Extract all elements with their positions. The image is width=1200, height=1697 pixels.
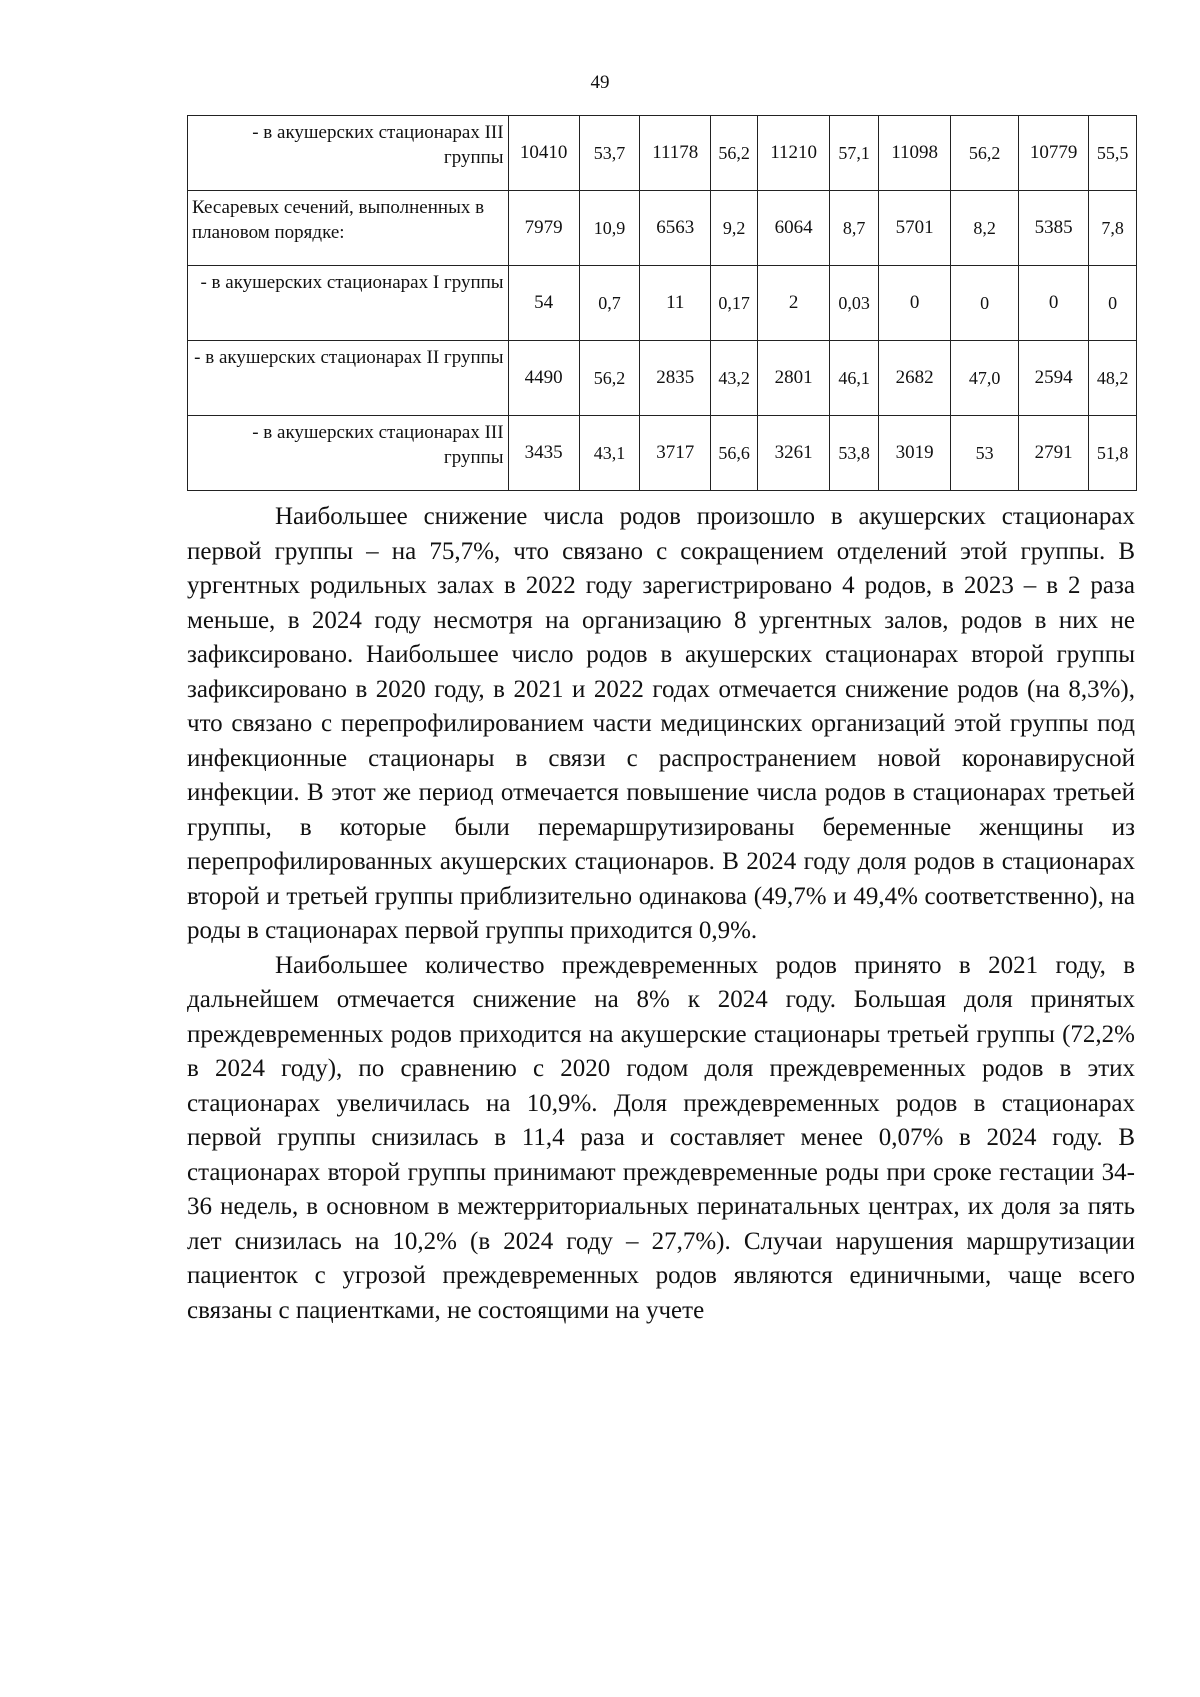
count-cell: 0 <box>1019 266 1089 341</box>
percent-cell: 47,0 <box>951 341 1019 416</box>
table-row <box>188 116 1137 191</box>
percent-cell: 56,2 <box>711 116 758 191</box>
count-cell: 3019 <box>879 416 951 491</box>
count-cell: 11210 <box>758 116 830 191</box>
count-cell: 5385 <box>1019 191 1089 266</box>
percent-cell: 53,7 <box>579 116 640 191</box>
count-cell: 3717 <box>640 416 711 491</box>
percent-cell: 0,7 <box>579 266 640 341</box>
percent-cell: 48,2 <box>1089 341 1137 416</box>
percent-cell: 9,2 <box>711 191 758 266</box>
paragraph-2: Наибольшее количество преждевременных родов принято в 2021 году, в дальнейшем отмечается снижение на 8% к 2024 году. Большая доля принятых преждевременных родов приходится на акушерские стационары третьей группы (72,2% в 2024 году), по сравнению с 2020 годом доля преждевременных родов в этих стационарах увеличилась на 10,9%. Доля преждевременных родов в стационарах первой группы снизилась в 11,4 раза и составляет менее 0,07% в 2024 году. В стационарах второй группы принимают преждевременные роды при сроке гестации 34-36 недель, в основном в межтерриториальных перинатальных центрах, их доля за пять лет снизилась на 10,2% (в 2024 году – 27,7%). Случаи нарушения маршрутизации пациенток с угрозой преждевременных родов являются единичными, чаще всего связаны с пациентками, не состоящими на учете <box>187 951 1135 1324</box>
percent-cell: 56,2 <box>579 341 640 416</box>
percent-cell: 8,7 <box>830 191 879 266</box>
percent-cell: 10,9 <box>579 191 640 266</box>
count-cell: 2594 <box>1019 341 1089 416</box>
row-label: Кесаревых сечений, выполненных в плановом порядке: <box>188 191 509 266</box>
count-cell: 7979 <box>508 191 579 266</box>
row-label: - в акушерских стационарах II группы <box>188 341 509 416</box>
table-row <box>188 191 1137 266</box>
count-cell: 5701 <box>879 191 951 266</box>
count-cell: 3261 <box>758 416 830 491</box>
table-body <box>188 116 1137 491</box>
table-row <box>188 341 1137 416</box>
percent-cell: 57,1 <box>830 116 879 191</box>
percent-cell: 43,1 <box>579 416 640 491</box>
count-cell: 11 <box>640 266 711 341</box>
count-cell: 2835 <box>640 341 711 416</box>
percent-cell: 0 <box>951 266 1019 341</box>
percent-cell: 56,2 <box>951 116 1019 191</box>
statistics-table <box>187 115 1137 491</box>
count-cell: 4490 <box>508 341 579 416</box>
count-cell: 3435 <box>508 416 579 491</box>
percent-cell: 8,2 <box>951 191 1019 266</box>
count-cell: 11178 <box>640 116 711 191</box>
percent-cell: 53 <box>951 416 1019 491</box>
count-cell: 54 <box>508 266 579 341</box>
row-label: - в акушерских стационарах III группы <box>188 116 509 191</box>
count-cell: 6064 <box>758 191 830 266</box>
percent-cell: 7,8 <box>1089 191 1137 266</box>
count-cell: 2801 <box>758 341 830 416</box>
count-cell: 2 <box>758 266 830 341</box>
percent-cell: 51,8 <box>1089 416 1137 491</box>
count-cell: 11098 <box>879 116 951 191</box>
percent-cell: 56,6 <box>711 416 758 491</box>
table-row <box>188 266 1137 341</box>
table-row <box>188 416 1137 491</box>
paragraph-1: Наибольшее снижение числа родов произошло в акушерских стационарах первой группы – на 75,7%, что связано с сокращением отделений этой группы. В ургентных родильных залах в 2022 году зарегистрировано 4 родов, в 2023 – в 2 раза меньше, в 2024 году несмотря на организацию 8 ургентных залов, родов в них не зафиксировано. Наибольшее число родов в акушерских стационарах второй группы зафиксировано в 2020 году, в 2021 и 2022 годах отмечается снижение родов (на 8,3%), что связано с перепрофилированием части медицинских организаций этой группы под инфекционные стационары в связи с распространением новой коронавирусной инфекции. В этот же период отмечается повышение числа родов в стационарах третьей группы, в которые были перемаршрутизированы беременные женщины из перепрофилированных акушерских стационаров. В 2024 году доля родов в стационарах второй и третьей группы приблизительно одинакова (49,7% и 49,4% соответственно), на роды в стационарах первой группы приходится 0,9%. <box>187 503 1135 944</box>
percent-cell: 46,1 <box>830 341 879 416</box>
page-number: 49 <box>590 72 610 93</box>
percent-cell: 53,8 <box>830 416 879 491</box>
count-cell: 6563 <box>640 191 711 266</box>
percent-cell: 0,03 <box>830 266 879 341</box>
count-cell: 10779 <box>1019 116 1089 191</box>
body-text <box>187 500 1135 1328</box>
row-label: - в акушерских стационарах III группы <box>188 416 509 491</box>
percent-cell: 55,5 <box>1089 116 1137 191</box>
row-label: - в акушерских стационарах I группы <box>188 266 509 341</box>
count-cell: 0 <box>879 266 951 341</box>
percent-cell: 0 <box>1089 266 1137 341</box>
count-cell: 2682 <box>879 341 951 416</box>
count-cell: 2791 <box>1019 416 1089 491</box>
percent-cell: 0,17 <box>711 266 758 341</box>
percent-cell: 43,2 <box>711 341 758 416</box>
count-cell: 10410 <box>508 116 579 191</box>
